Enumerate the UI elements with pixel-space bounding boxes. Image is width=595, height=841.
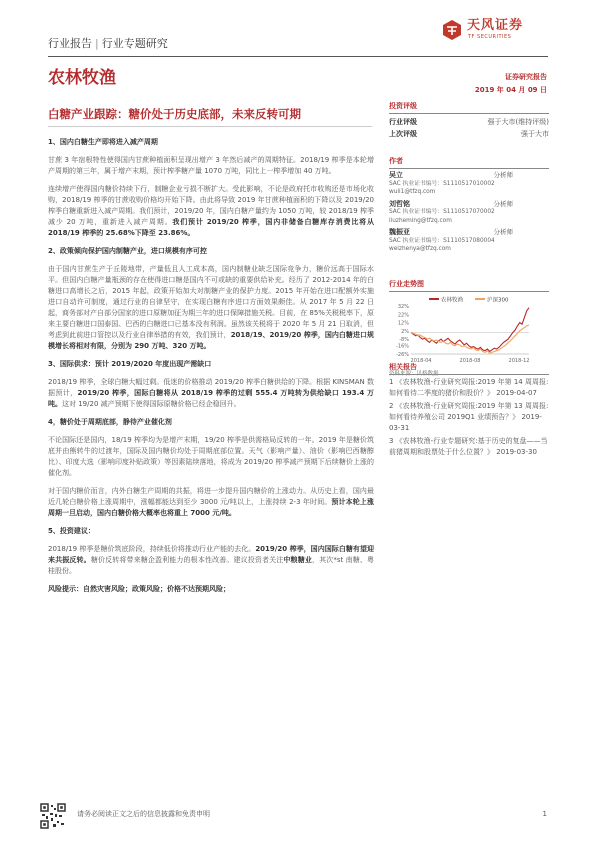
section-paragraph xyxy=(48,486,374,519)
author-card xyxy=(389,228,549,254)
emphasis-text: 预计本轮上涨周期一旦启动，国内白糖价格大概率也将重上 7000 元/吨。 xyxy=(48,498,374,517)
related-report-item[interactable] xyxy=(389,401,549,434)
body-text: 由于国内甘蔗生产于丘陵地带，产量低且人工成本高，国内制糖业缺乏国际竞争力，糖价远高于国际水平。但国内白糖产量瓶颈的存在使得进口糖是国内不可或缺的重要供给补充。经历了 2012-2014 年的白糖进口高增长之后，2015 年起，政策开始加大对制糖产业的保护力度。2015 年开始在进口配额外实施进口自动许可制度，通过行业的自律坚守，在实现白糖有序进口方面效果颇佳。从 2017 年 5 月 22 日起，商务部对产自部分国家的进口原糖加征为期三年的进口保障措施关税。目前，在 85%关税税率下，原来主要白糖进口国泰国、巴西的白糖进口已基本没有利润。虽然该关税将于 2020 年 5 月 21 日取消，但考虑到此前进口管控以及行业自律举措的有效，我们预计， xyxy=(48,265,374,339)
author-name: 吴立 xyxy=(389,171,403,179)
industry-trend-chart xyxy=(389,294,549,366)
related-reports-panel xyxy=(389,362,549,460)
emphasis-text: 中粮糖业 xyxy=(283,556,312,564)
author-email[interactable]: wuli1@tfzq.com xyxy=(389,189,436,196)
emphasis-text: 我们预计 2019/20 榨季，国内非储备白糖库存消费比将从 2018/19 榨季的 25.68%下降至 23.86%。 xyxy=(48,218,374,237)
x-tick-label: 2018-12 xyxy=(508,358,530,364)
qr-code-icon xyxy=(40,803,66,829)
author-name: 魏振亚 xyxy=(389,228,410,237)
tf-logo-icon xyxy=(441,19,463,41)
section-heading: 2、政策倾向保护国内制糖产业，进口规模有序可控 xyxy=(48,247,207,255)
legend-label: 农林牧渔 xyxy=(441,297,464,304)
section-heading: 4，糖价处于周期底部，静待产业催化剂 xyxy=(48,418,172,426)
body-text: 甘蔗 3 年宿根特性使得国内甘蔗种植面积呈现出增产 3 年然后减产的周期特征。2018/19 榨季是本轮增产周期的第三年，属于增产末期，预计榨季糖产量 1070 万吨，同比上一榨季增加 40 万吨。 xyxy=(48,156,374,175)
x-tick-label: 2018-08 xyxy=(459,358,481,364)
report-type: 证券研究报告 xyxy=(505,73,547,81)
page-number: 1 xyxy=(542,810,547,818)
previous-rating-row xyxy=(389,128,549,140)
body-text: 2018/19 榨季，全球白糖大幅过剩。低迷的价格推动 2019/20 榨季白糖供给的下降。根据 KINSMAN 数据预计， xyxy=(48,378,374,397)
sector-name: 农林牧渔 xyxy=(48,68,116,88)
related-report-date: 2019-04-07 xyxy=(496,389,537,397)
related-report-title: 1 《农林牧渔-行业研究周报:2019 年第 14 周周报:如何看待二季度的猪价和股价？》 xyxy=(389,378,549,397)
rating-divider xyxy=(389,113,549,114)
section-heading: 3、国际供求：预计 2019/2020 年度出现产需缺口 xyxy=(48,360,212,368)
related-report-title: 2 《农林牧渔-行业研究周报:2019 年第 13 周周报:如何看待养殖公司 2019Q1 业绩预告？》 xyxy=(389,402,549,421)
disclaimer-note: 请务必阅读正文之后的信息披露和免责申明 xyxy=(77,810,210,818)
related-report-title: 3 《农林牧渔-行业专题研究:基于历史的复盘——当前猪周期和股票处于什么位置？》 xyxy=(389,437,548,456)
related-reports-list xyxy=(389,377,549,458)
authors-panel xyxy=(389,156,549,257)
main-content xyxy=(48,137,374,595)
related-divider xyxy=(389,374,549,375)
y-tick-label: 32% xyxy=(397,304,409,310)
author-cert: SAC 执业证书编号：S1110517010002 xyxy=(389,180,495,187)
author-role: 分析师 xyxy=(493,171,513,179)
legend-label: 沪深300 xyxy=(487,297,509,304)
author-cert: SAC 执业证书编号：S1110517070002 xyxy=(389,209,495,216)
section-heading: 1、国内白糖生产即将进入减产周期 xyxy=(48,138,158,146)
category-industry-report: 行业报告 xyxy=(48,37,92,50)
y-tick-label: 2% xyxy=(401,328,409,335)
section-paragraph xyxy=(48,435,374,479)
related-report-date: 2019-03-31 xyxy=(389,413,542,432)
report-category xyxy=(48,38,168,49)
report-date: 2019 年 04 月 09 日 xyxy=(474,86,547,94)
category-topic-research: 行业专题研究 xyxy=(101,37,168,50)
x-tick-label: 2018-04 xyxy=(410,358,432,364)
author-card xyxy=(389,171,549,197)
industry-rating-row xyxy=(389,116,549,128)
section-paragraph xyxy=(48,184,374,239)
industry-rating-label: 行业评级 xyxy=(389,118,417,126)
body-text: 糖价反转将带来糖企盈利能力的根本性改善。建议投资者关注 xyxy=(90,556,284,564)
chart-divider xyxy=(389,291,549,292)
related-report-item[interactable] xyxy=(389,377,549,399)
body-text: 不论国际还是国内，18/19 榨季均为是增产末期，19/20 榨季是供需格局反转的一年。2019 年是糖价筑底并由熊转牛的过渡年，国际及国内糖价均处于周期底部位置。天气（影响产量）、油价（影响巴西糖醇比）、印度大选（影响印度补贴政策）等因素陆续落地，将成为 2019/20 榨季减产预期下后续糖价上涨的催化剂。 xyxy=(48,436,374,477)
industry-rating-value: 强于大市(维持评级) xyxy=(487,118,549,126)
previous-rating-value: 强于大市 xyxy=(521,130,549,138)
section-paragraph xyxy=(48,155,374,177)
series-line-agri xyxy=(411,308,529,352)
related-report-item[interactable] xyxy=(389,436,549,458)
header-divider xyxy=(48,56,548,57)
section-paragraph xyxy=(48,264,374,352)
author-role: 分析师 xyxy=(493,228,513,237)
previous-rating-label: 上次评级 xyxy=(389,130,417,138)
y-tick-label: -16% xyxy=(396,343,409,350)
author-cert: SAC 执业证书编号：S1110517080004 xyxy=(389,238,495,245)
rating-panel xyxy=(389,101,549,140)
body-text: ，其次*st 南糖、粤桂股份。 xyxy=(48,556,375,575)
section-paragraph xyxy=(48,544,374,577)
author-role: 分析师 xyxy=(493,199,513,208)
body-text: 这对 19/20 减产预期下使得国际原糖价格已经企稳回升。 xyxy=(62,400,241,408)
related-report-date: 2019-03-30 xyxy=(496,448,537,456)
report-title: 白糖产业跟踪：糖价处于历史底部，未来反转可期 xyxy=(48,107,301,121)
rating-heading: 投资评级 xyxy=(389,102,417,110)
title-divider xyxy=(48,126,372,127)
author-card xyxy=(389,200,549,226)
body-text: 2018/19 榨季是糖价筑底阶段，持续低价将推动行业产能的去化。 xyxy=(48,545,256,553)
author-name: 刘哲铭 xyxy=(389,199,410,208)
section-heading: 5、投资建议： xyxy=(48,527,95,535)
author-email[interactable]: weizhenya@tfzq.com xyxy=(389,246,451,253)
body-text: 对于国内糖价而言，内外白糖生产周期的共振，将进一步提升国内糖价的上涨动力。从历史上看，国内最近几轮白糖价格上涨周期中，涨幅都能达到至少 3000 元/吨以上，上涨持续 2-3 年时间。 xyxy=(48,487,374,506)
related-reports-heading: 相关报告 xyxy=(389,363,417,371)
authors-list xyxy=(389,171,549,254)
y-tick-label: -8% xyxy=(399,337,409,344)
authors-heading: 作者 xyxy=(389,157,403,165)
risk-warning: 风险提示：自然灾害风险；政策风险；价格不达预期风险； xyxy=(48,585,230,593)
emphasis-text: 2018/19、2019/20 榨季，国内白糖进口规模增长将相对有限，分别为 290 万吨、320 万吨。 xyxy=(48,331,375,350)
body-text: 连续增产使得国内糖价持续下行，制糖企业亏损不断扩大。受此影响，不论是政府托市收购还是市场化收购，2018/19 榨季的甘蔗收购价格均开始下降。由此将导致 2019 年甘蔗种植面积的下降以及 2019/20 榨季白糖重新进入减产周期。我们预计，2019/20 年，国内白糖产量约为 1050 万吨，较 2018/19 榨季减少 20 万吨，重新进入减产周期。 xyxy=(48,185,374,226)
author-email[interactable]: liuzheming@tfzq.com xyxy=(389,217,452,224)
category-separator: | xyxy=(95,37,99,50)
section-paragraph xyxy=(48,377,374,410)
emphasis-text: 2019/20 榨季，国际白糖将从 2018/19 榨季的过剩 555.4 万吨转为供给缺口 193.4 万吨。 xyxy=(48,389,374,408)
y-tick-label: 12% xyxy=(397,320,409,327)
brand-logo xyxy=(441,17,551,45)
logo-english-name: TF SECURITIES xyxy=(468,34,512,40)
emphasis-text: 2019/20 榨季，国内国际白糖有望迎来共振反转。 xyxy=(48,545,374,564)
authors-divider xyxy=(389,168,549,169)
chart-heading: 行业走势图 xyxy=(389,280,424,288)
series-line-hs300 xyxy=(411,325,529,353)
logo-chinese-name: 天风证券 xyxy=(467,18,524,33)
y-tick-label: 22% xyxy=(397,312,409,319)
y-tick-label: -26% xyxy=(396,352,409,358)
